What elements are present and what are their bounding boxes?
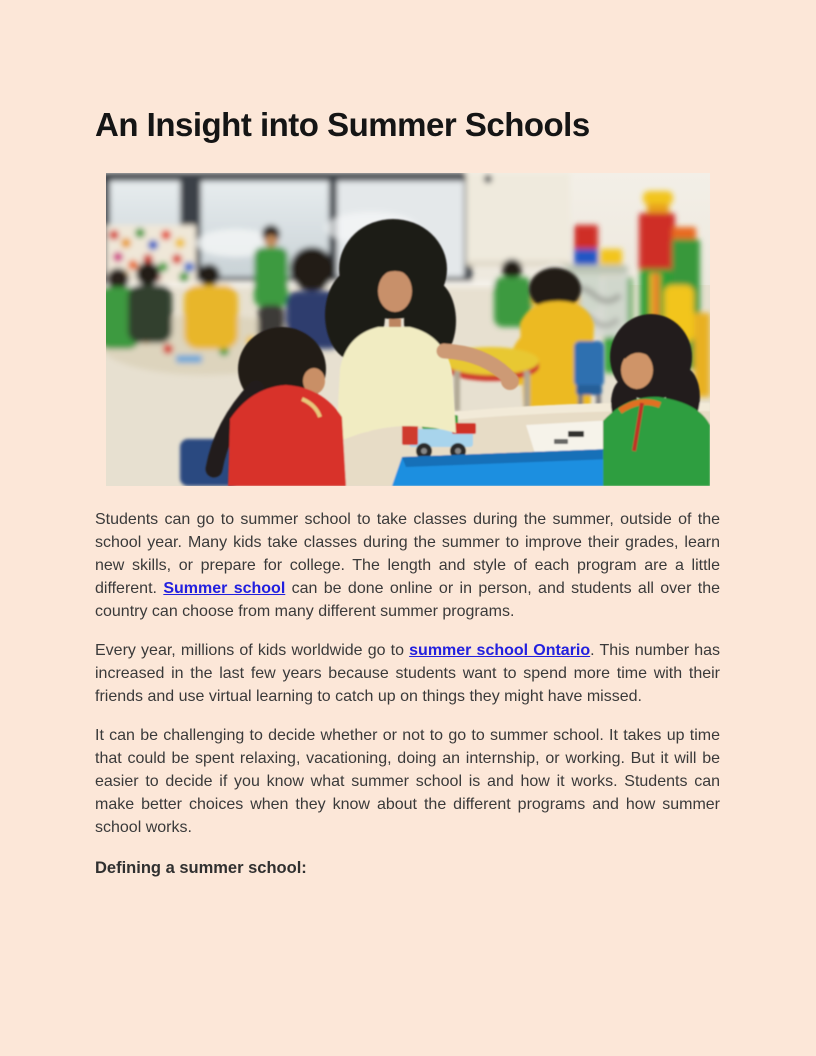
text-run: It can be challenging to decide whether or not to go to summer school. It takes up time that could be spent relaxing, vacationing, doing an internship, or working. But it will be easier to decide if you know what summer school is and how it works. Students can make better choices when they know about the different programs and how summer school works. [95,727,720,836]
section-heading: Defining a summer school: [95,859,307,877]
paragraph [95,508,720,623]
text-run: Students can go to summer school to take classes during the summer, outside of the school year. Many kids take classes during the summer to improve their grades, learn new skills, or prepare for college. The length and style of each program are a little different. [95,511,720,597]
text-run: . This number has increased in the last few years because students want to spend more time with their friends and use virtual learning to catch up on things they might have missed. [95,642,721,705]
article-body [95,508,720,839]
hyperlink[interactable]: Summer school [163,580,286,597]
hyperlink[interactable]: summer school Ontario [409,642,591,659]
text-run: can be done online or in person, and students all over the country can choose from many different summer programs. [95,580,721,620]
paragraph [95,639,720,708]
window-shade [466,173,570,265]
paragraph [95,724,720,839]
classroom-photo [106,173,710,486]
page-title: An Insight into Summer Schools [95,106,590,143]
text-run: Every year, millions of kids worldwide go to [95,642,410,659]
